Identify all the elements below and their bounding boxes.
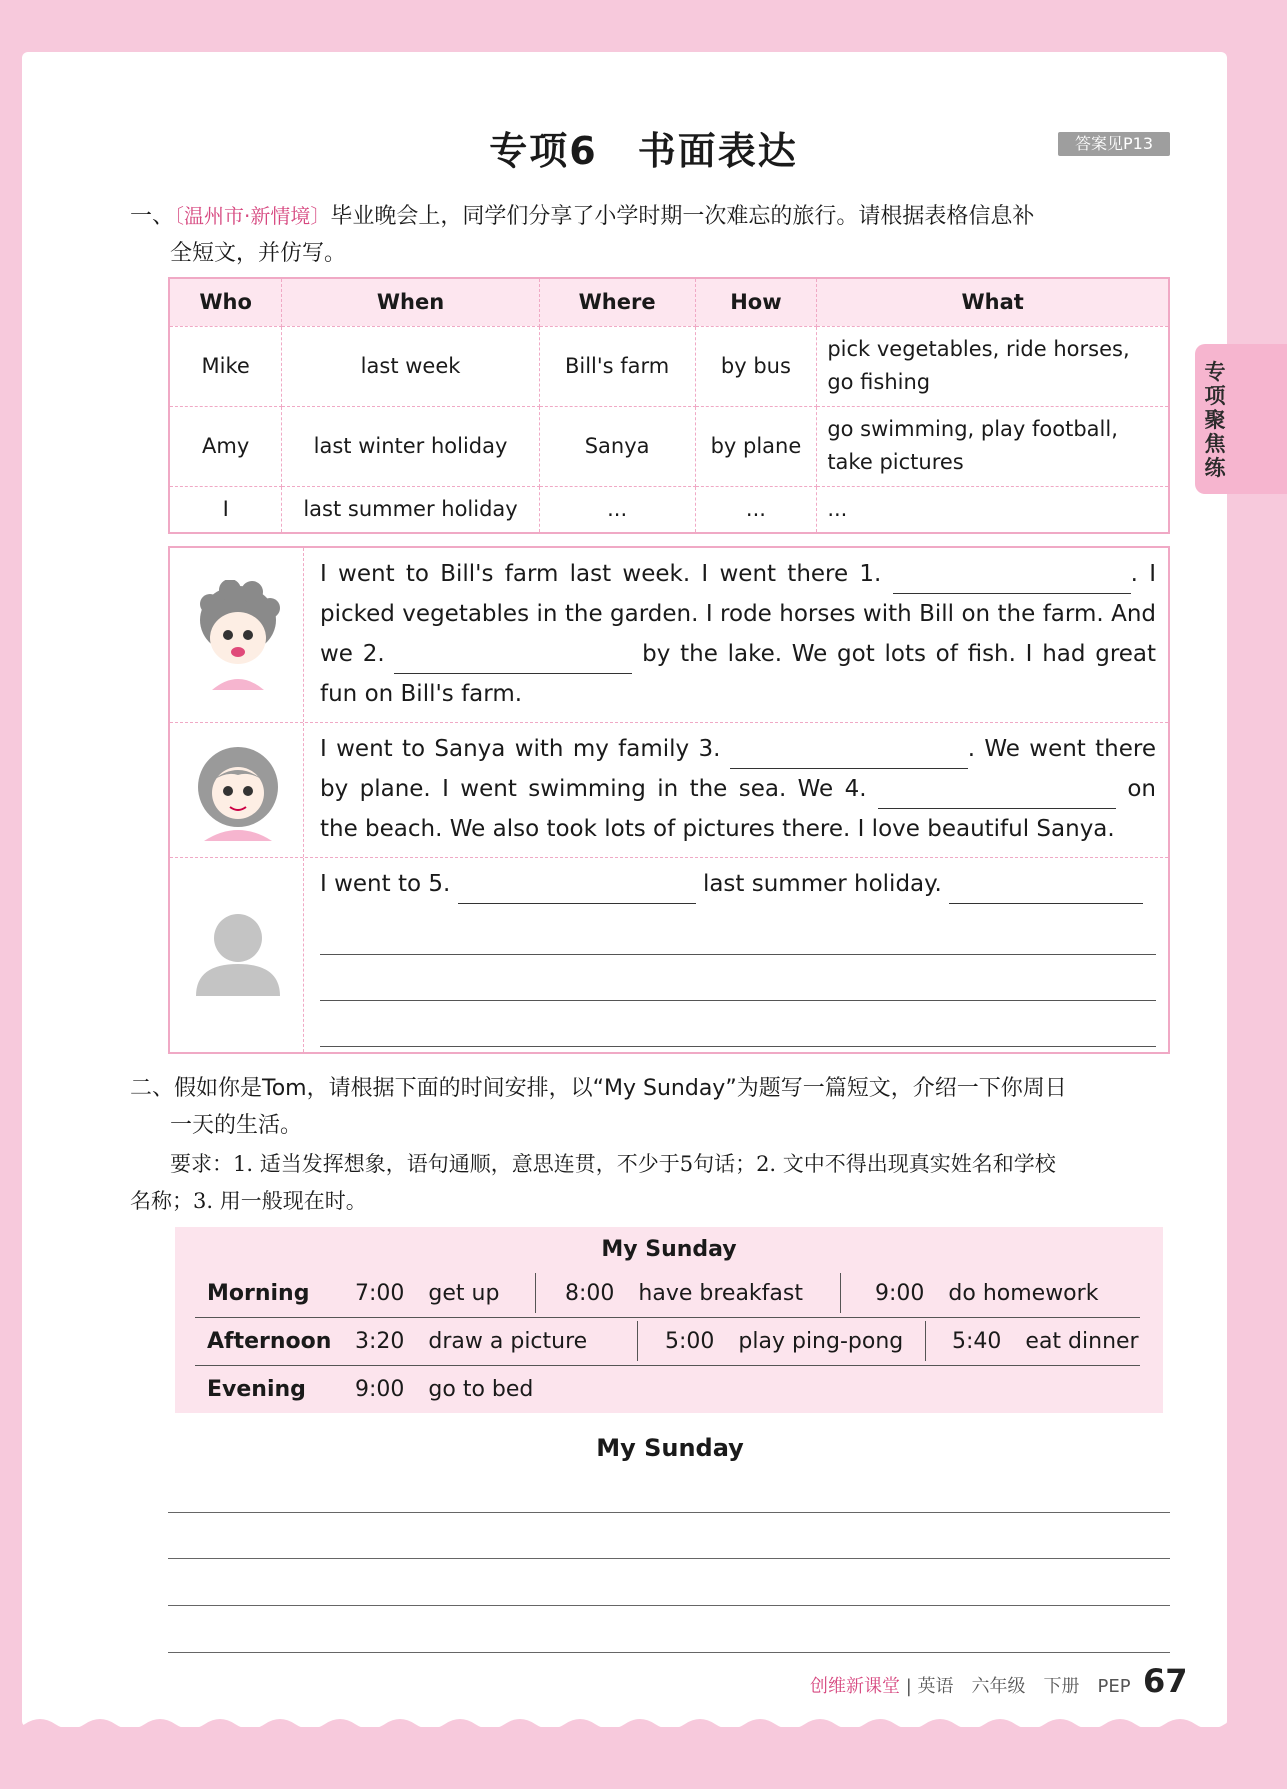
divider [195,1365,1140,1366]
schedule-label: Evening [207,1377,306,1402]
passage-row-amy [170,723,1168,858]
table-row [169,486,1169,533]
q2-number: 二、 [130,1076,175,1101]
passage-text: . We went there by plane. I went swimming in the sea. We 4. [320,736,1157,802]
avatar-cell [170,548,304,722]
footer-brand: 创维新课堂 [810,1676,900,1697]
q2-instruction-line1: 假如你是Tom，请根据下面的时间安排，以“My Sunday”为题写一篇短文，介绍一下你周日 [174,1076,1067,1101]
q1-number: 一、 [130,204,175,229]
table-cell: pick vegetables, ride horses, go fishing [817,326,1169,406]
table-cell: go swimming, play football, take pictures [817,406,1169,486]
passage-box [168,546,1170,1054]
passage-text: by the lake. We got lots of fish. I had great fun on Bill's farm. [320,641,1157,707]
page-number: 67 [1143,1662,1188,1700]
passage-text: on the beach. We also took lots of pictures there. I love beautiful Sanya. [320,776,1157,842]
passage-text: I went to Sanya with my family 3. [320,736,721,762]
girl-avatar-icon [190,741,286,841]
schedule-title: My Sunday [601,1237,737,1262]
footer: 创维新课堂 | 英语 六年级 下册 PEP [810,1676,1131,1697]
passage-row-me [170,858,1168,1052]
passage-row-mike [170,548,1168,723]
table-cell: by bus [695,326,817,406]
schedule-box [175,1227,1163,1413]
table-cell: last summer holiday [282,486,539,533]
passage-text: I went to Bill's farm last week. I went there 1. [320,561,882,587]
divider [840,1273,841,1313]
table-row [169,326,1169,406]
schedule-item: 7:00 get up [355,1281,500,1306]
schedule-item: 9:00 do homework [875,1281,1099,1306]
table-cell: Mike [169,326,282,406]
essay-writing-line[interactable] [168,1512,1170,1513]
table-header: When [282,278,539,326]
divider [535,1273,536,1313]
q2-requirements-line1: 要求：1. 适当发挥想象，语句通顺，意思连贯，不少于5句话；2. 文中不得出现真实姓名和学校 [170,1152,1056,1176]
divider [195,1317,1140,1318]
essay-writing-line[interactable] [168,1605,1170,1606]
divider [637,1321,638,1361]
passage-text: . I picked vegetables in the garden. I rode horses with Bill on the farm. And we 2. [320,561,1157,667]
table-header: Who [169,278,282,326]
schedule-label: Afternoon [207,1329,332,1354]
writing-blank[interactable] [949,876,1143,904]
table-cell: ... [539,486,695,533]
passage-text: I went to 5. [320,871,451,897]
passage-me [320,864,1156,904]
schedule-row-evening [195,1367,1140,1413]
divider [925,1321,926,1361]
trip-info-table [168,277,1170,534]
q1-instruction-line2: 全短文，并仿写。 [170,241,347,266]
blank-3[interactable] [730,741,968,769]
passage-mike [320,554,1156,714]
blank-4[interactable] [878,781,1116,809]
table-cell: Amy [169,406,282,486]
table-row [169,406,1169,486]
q1-instruction [130,198,1175,235]
passage-amy [320,729,1156,849]
table-header: What [817,278,1169,326]
essay-writing-line[interactable] [168,1652,1170,1653]
writing-line[interactable] [320,1046,1156,1047]
avatar-cell [170,723,304,857]
schedule-item: 9:00 go to bed [355,1377,534,1402]
table-cell: Bill's farm [539,326,695,406]
page-title: 专项6 书面表达 [489,129,798,173]
table-cell: Sanya [539,406,695,486]
schedule-row-morning [195,1271,1140,1317]
table-header: How [695,278,817,326]
table-cell: ... [817,486,1169,533]
blank-1[interactable] [893,566,1131,594]
essay-writing-line[interactable] [168,1558,1170,1559]
answer-reference-badge: 答案见P13 [1058,132,1170,156]
schedule-row-afternoon [195,1319,1140,1365]
avatar-cell [170,858,304,1052]
footer-info: 英语 六年级 下册 PEP [917,1676,1131,1697]
q1-instruction-line1: 毕业晚会上，同学们分享了小学时期一次难忘的旅行。请根据表格信息补 [330,204,1035,229]
writing-line[interactable] [320,954,1156,955]
blank-2[interactable] [394,646,632,674]
boy-avatar-icon [190,580,286,690]
table-cell: last winter holiday [282,406,539,486]
passage-text: last summer holiday. [702,871,942,897]
schedule-label: Morning [207,1281,310,1306]
schedule-item: 5:40 eat dinner [952,1329,1139,1354]
q2-instruction [130,1070,1175,1107]
blank-5[interactable] [458,876,696,904]
q2-instruction-line2: 一天的生活。 [170,1113,303,1138]
decorative-frame-bottom [0,1712,1287,1782]
schedule-item: 3:20 draw a picture [355,1329,588,1354]
person-silhouette-icon [190,912,286,1002]
table-cell: last week [282,326,539,406]
table-header: Where [539,278,695,326]
q2-requirements-line2: 名称；3. 用一般现在时。 [130,1189,367,1213]
schedule-item: 5:00 play ping-pong [665,1329,904,1354]
table-cell: by plane [695,406,817,486]
essay-title: My Sunday [596,1434,744,1462]
writing-line[interactable] [320,1000,1156,1001]
table-cell: ... [695,486,817,533]
side-tab-label: 专项聚焦练 [1204,360,1226,480]
schedule-item: 8:00 have breakfast [565,1281,803,1306]
q1-tag: 〔温州市·新情境〕 [174,204,331,228]
table-cell: I [169,486,282,533]
table-header-row [169,278,1169,326]
